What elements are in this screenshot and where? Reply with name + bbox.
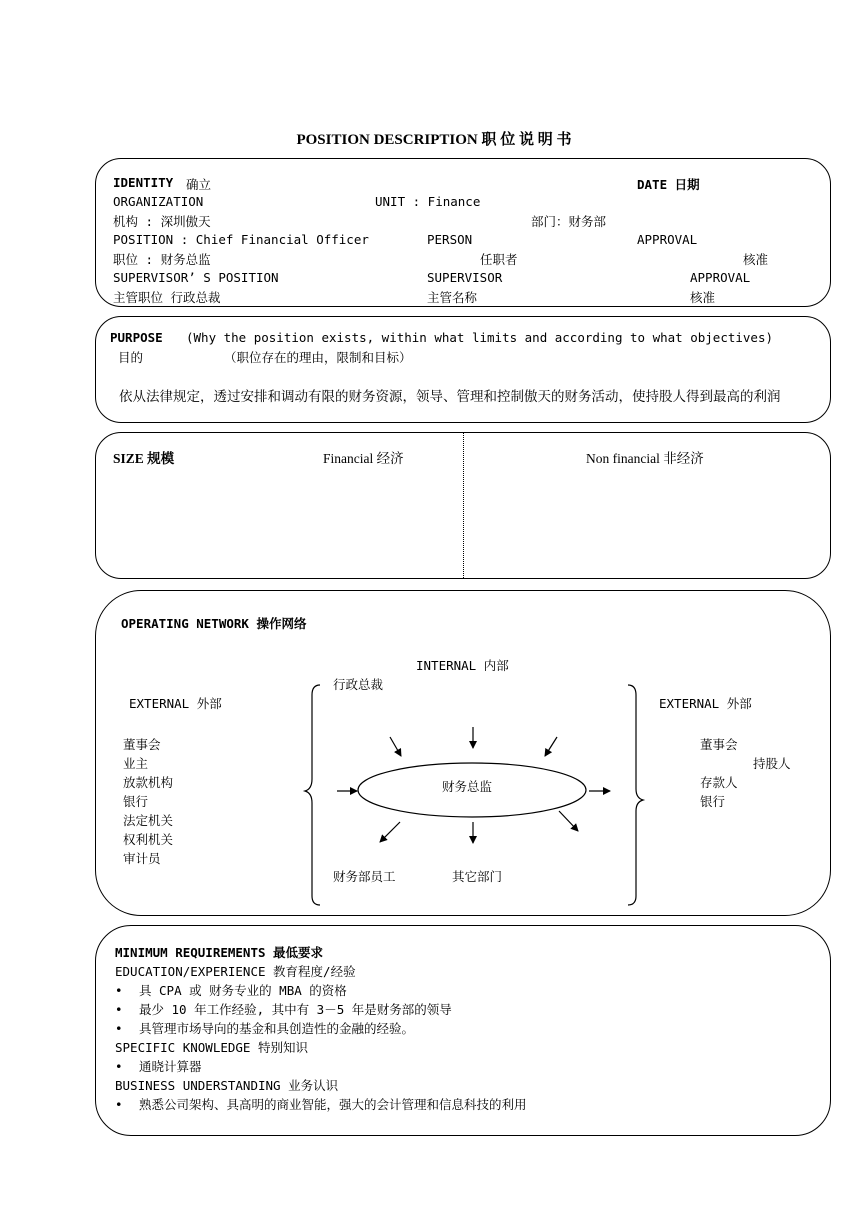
financial-label: Financial 经济 [323,451,404,466]
bullet-icon: • [115,1002,123,1017]
external-right-label: EXTERNAL 外部 [659,696,752,711]
education-item-text: 具管理市场导向的基金和具创造性的金融的经验。 [139,1021,415,1036]
requirements-section [95,925,831,1136]
approval2-cn: 核准 [690,290,716,305]
supervisor-position-cn: 主管职位 行政总裁 [113,290,221,305]
date-label: DATE 日期 [637,177,700,192]
business-item [115,1095,527,1113]
supervisor-cn: 主管名称 [427,290,478,305]
page-title: POSITION DESCRIPTION 职 位 说 明 书 [296,132,572,148]
bullet-icon: • [115,983,123,998]
bullet-icon: • [115,1021,123,1036]
external-left-item: 审计员 [123,851,161,866]
external-left-item: 董事会 [123,737,161,752]
arrow-icon [390,737,401,756]
size-divider [463,433,464,579]
knowledge-item-text: 通晓计算器 [139,1059,202,1074]
external-left-item: 权利机关 [123,832,174,847]
external-left-item: 业主 [123,756,149,771]
knowledge-item [115,1057,202,1075]
arrow-icon [559,811,578,831]
organization-label: ORGANIZATION [113,194,204,209]
person-cn: 任职者 [480,252,518,267]
purpose-section [95,316,831,423]
external-right-item: 存款人 [700,775,738,790]
education-item-text: 具 CPA 或 财务专业的 MBA 的资格 [139,983,347,998]
bullet-icon: • [115,1097,123,1112]
size-section [95,432,831,579]
internal-top-label: 行政总裁 [333,677,384,692]
supervisor-position-label: SUPERVISOR’ S POSITION [113,270,279,285]
external-right-item: 董事会 [700,737,738,752]
approval2-label: APPROVAL [690,270,751,285]
bottom-right-label: 其它部门 [452,869,503,884]
unit-cn: 部门：财务部 [531,214,607,229]
education-item [115,1019,414,1037]
network-section [95,590,831,916]
internal-label: INTERNAL 内部 [416,658,509,673]
education-item [115,981,347,999]
approval-cn: 核准 [743,252,769,267]
external-left-label: EXTERNAL 外部 [129,696,222,711]
non-financial-label: Non financial 非经济 [586,451,704,466]
center-label: 财务总监 [442,779,493,794]
arrow-icon [545,737,557,756]
external-left-item: 法定机关 [123,813,174,828]
supervisor-label: SUPERVISOR [427,270,503,285]
business-item-text: 熟悉公司架构、具高明的商业智能，强大的会计管理和信息科技的利用 [139,1097,527,1112]
purpose-heading: PURPOSE [110,330,163,345]
arrow-icon [380,822,400,842]
size-heading: SIZE 规模 [113,451,175,466]
person-label: PERSON [427,232,473,247]
external-right-item: 银行 [700,794,726,809]
approval-label: APPROVAL [637,232,698,247]
bullet-icon: • [115,1059,123,1074]
business-label: BUSINESS UNDERSTANDING 业务认识 [115,1078,339,1093]
purpose-description-cn: （职位存在的理由，限制和目标） [224,350,412,365]
external-left-item: 放款机构 [123,775,174,790]
position-label: POSITION : Chief Financial Officer [113,232,369,247]
position-cn: 职位 : 财务总监 [113,252,211,267]
right-brace [628,685,643,905]
education-item [115,1000,452,1018]
external-left-item: 银行 [123,794,149,809]
bottom-left-label: 财务部员工 [333,869,396,884]
knowledge-label: SPECIFIC KNOWLEDGE 特别知识 [115,1040,308,1055]
purpose-description: (Why the position exists, within what limits and according to what objectives) [186,330,773,345]
organization-cn: 机构 : 深圳傲天 [113,214,211,229]
education-item-text: 最少 10 年工作经验, 其中有 3－5 年是财务部的领导 [139,1002,452,1017]
requirements-heading: MINIMUM REQUIREMENTS 最低要求 [115,945,324,960]
left-brace [305,685,320,905]
purpose-heading-cn: 目的 [118,350,144,365]
purpose-text: 依从法律规定，透过安排和调动有限的财务资源，领导、管理和控制傲天的财务活动，使持股人得到最高的利润 [119,389,781,404]
identity-section [95,158,831,307]
identity-heading: IDENTITY [113,175,174,190]
external-right-item: 持股人 [753,756,791,771]
identity-heading-cn: 确立 [186,177,212,192]
network-heading: OPERATING NETWORK 操作网络 [121,616,307,631]
education-label: EDUCATION/EXPERIENCE 教育程度/经验 [115,964,356,979]
unit-label: UNIT : Finance [375,194,481,209]
